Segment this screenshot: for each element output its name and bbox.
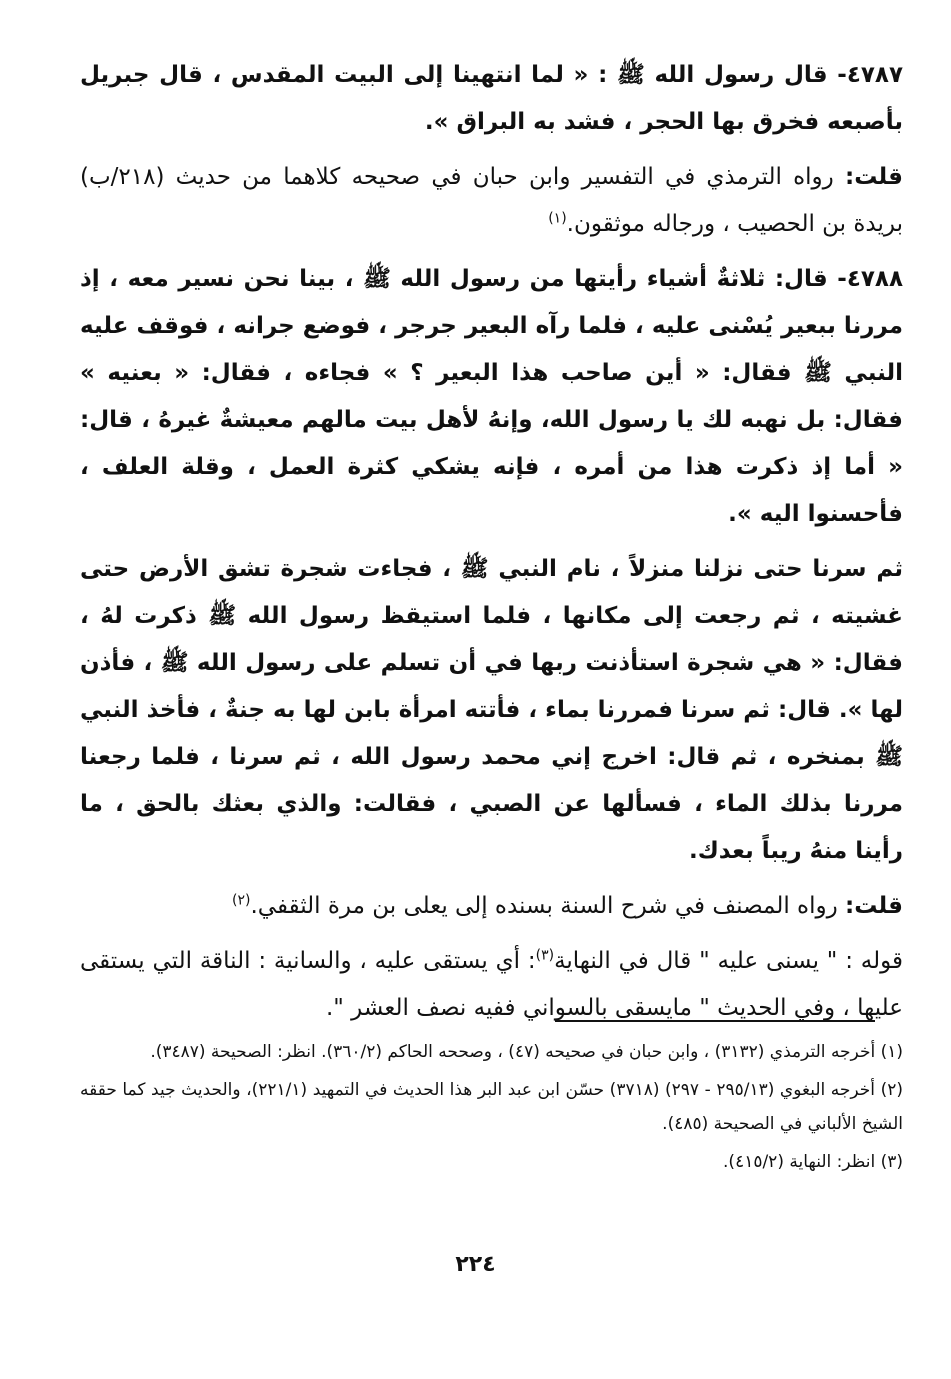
footnotes [80,1035,903,1183]
commentary-text: رواه الترمذي في التفسير وابن حبان في صحيحه كلاهما من حديث (٢١٨/ب) بريدة بن الحصيب ، ورجاله موثقون. [80,164,903,237]
hadith-text: - قال رسول الله ﷺ : « لما انتهينا إلى البيت المقدس ، قال جبريل بأصبعه فخرق بها الحجر ، فشد به البراق ». [80,62,903,135]
gloss-text: قوله : " يسنى عليه " قال في النهاية [554,948,904,974]
footnote-separator [555,1020,875,1022]
hadith-4788 [80,256,903,538]
hadith-text: ثم سرنا حتى نزلنا منزلاً ، نام النبي ﷺ ، فجاءت شجرة تشق الأرض حتى غشيته ، ثم رجعت إلى مكانها ، فلما استيقظ رسول الله ﷺ ذكرت لهُ ، فقال: « هي شجرة استأذنت ربها في أن تسلم على رسول الله ﷺ ، فأذن لها ». قال: ثم سرنا فمررنا بماء ، فأتته امرأة بابن لها به جنةٌ ، فأخذ النبي ﷺ بمنخره ، ثم قال: اخرج إني محمد رسول الله ، ثم سرنا ، فلما رجعنا مررنا بذلك الماء ، فسألها عن الصبي ، فقالت: والذي بعثك بالحق ، ما رأينا منهُ ريباً بعدك. [80,556,903,864]
commentary-label: قلت: [845,164,903,190]
hadith-number: ٤٧٨٧ [846,62,903,88]
gloss-text: : أي يستقى عليه ، والسانية : الناقة التي يستقى عليها ، وفي الحديث " مايسقى بالسواني ففيه نصف العشر ". [80,948,903,1021]
commentary-4788 [80,883,903,930]
main-text [80,52,903,1040]
hadith-4788-continued [80,546,903,875]
footnote-3: (٣) انظر: النهاية (٤١٥/٢). [723,1152,903,1172]
page-number: ٢٢٤ [455,1252,496,1277]
footnote-ref: (١) [548,210,567,227]
commentary-4787 [80,154,903,248]
footnote-1: (١) أخرجه الترمذي (٣١٣٢) ، وابن حبان في صحيحه (٤٧) ، وصححه الحاكم (٣٦٠/٢). انظر: الصحيحة (٣٤٨٧). [150,1042,903,1062]
footnote-ref: (٢) [232,892,251,909]
hadith-text: - قال: ثلاثةٌ أشياء رأيتها من رسول الله ﷺ ، بينا نحن نسير معه ، إذ مررنا ببعير يُسْنى عليه ، فلما رآه البعير جرجر ، فوضع جرانه ، فوقف عليه النبي ﷺ فقال: « أين صاحب هذا البعير ؟ » فجاءه ، فقال: « بعنيه » فقال: بل نهبه لك يا رسول الله، وإنهُ لأهل بيت مالهم معيشةٌ غيرهُ ، قال: « أما إذ ذكرت هذا من أمره ، فإنه يشكي كثرة العمل ، وقلة العلف ، فأحسنوا اليه ». [80,266,903,527]
commentary-label: قلت: [845,893,903,919]
footnote-2: (٢) أخرجه البغوي (٢٩٥/١٣ - ٢٩٧) (٣٧١٨) حسّن ابن عبد البر هذا الحديث في التمهيد (٢٢١/١)، والحديث جيد كما حققه الشيخ الألباني في الصحيحة (٤٨٥). [80,1080,903,1134]
footnote-ref: (٣) [535,947,555,964]
hadith-4787 [80,52,903,146]
gloss-note [80,938,903,1032]
hadith-number: ٤٧٨٨ [846,266,903,292]
commentary-text: رواه المصنف في شرح السنة بسنده إلى يعلى بن مرة الثقفي. [250,893,838,919]
